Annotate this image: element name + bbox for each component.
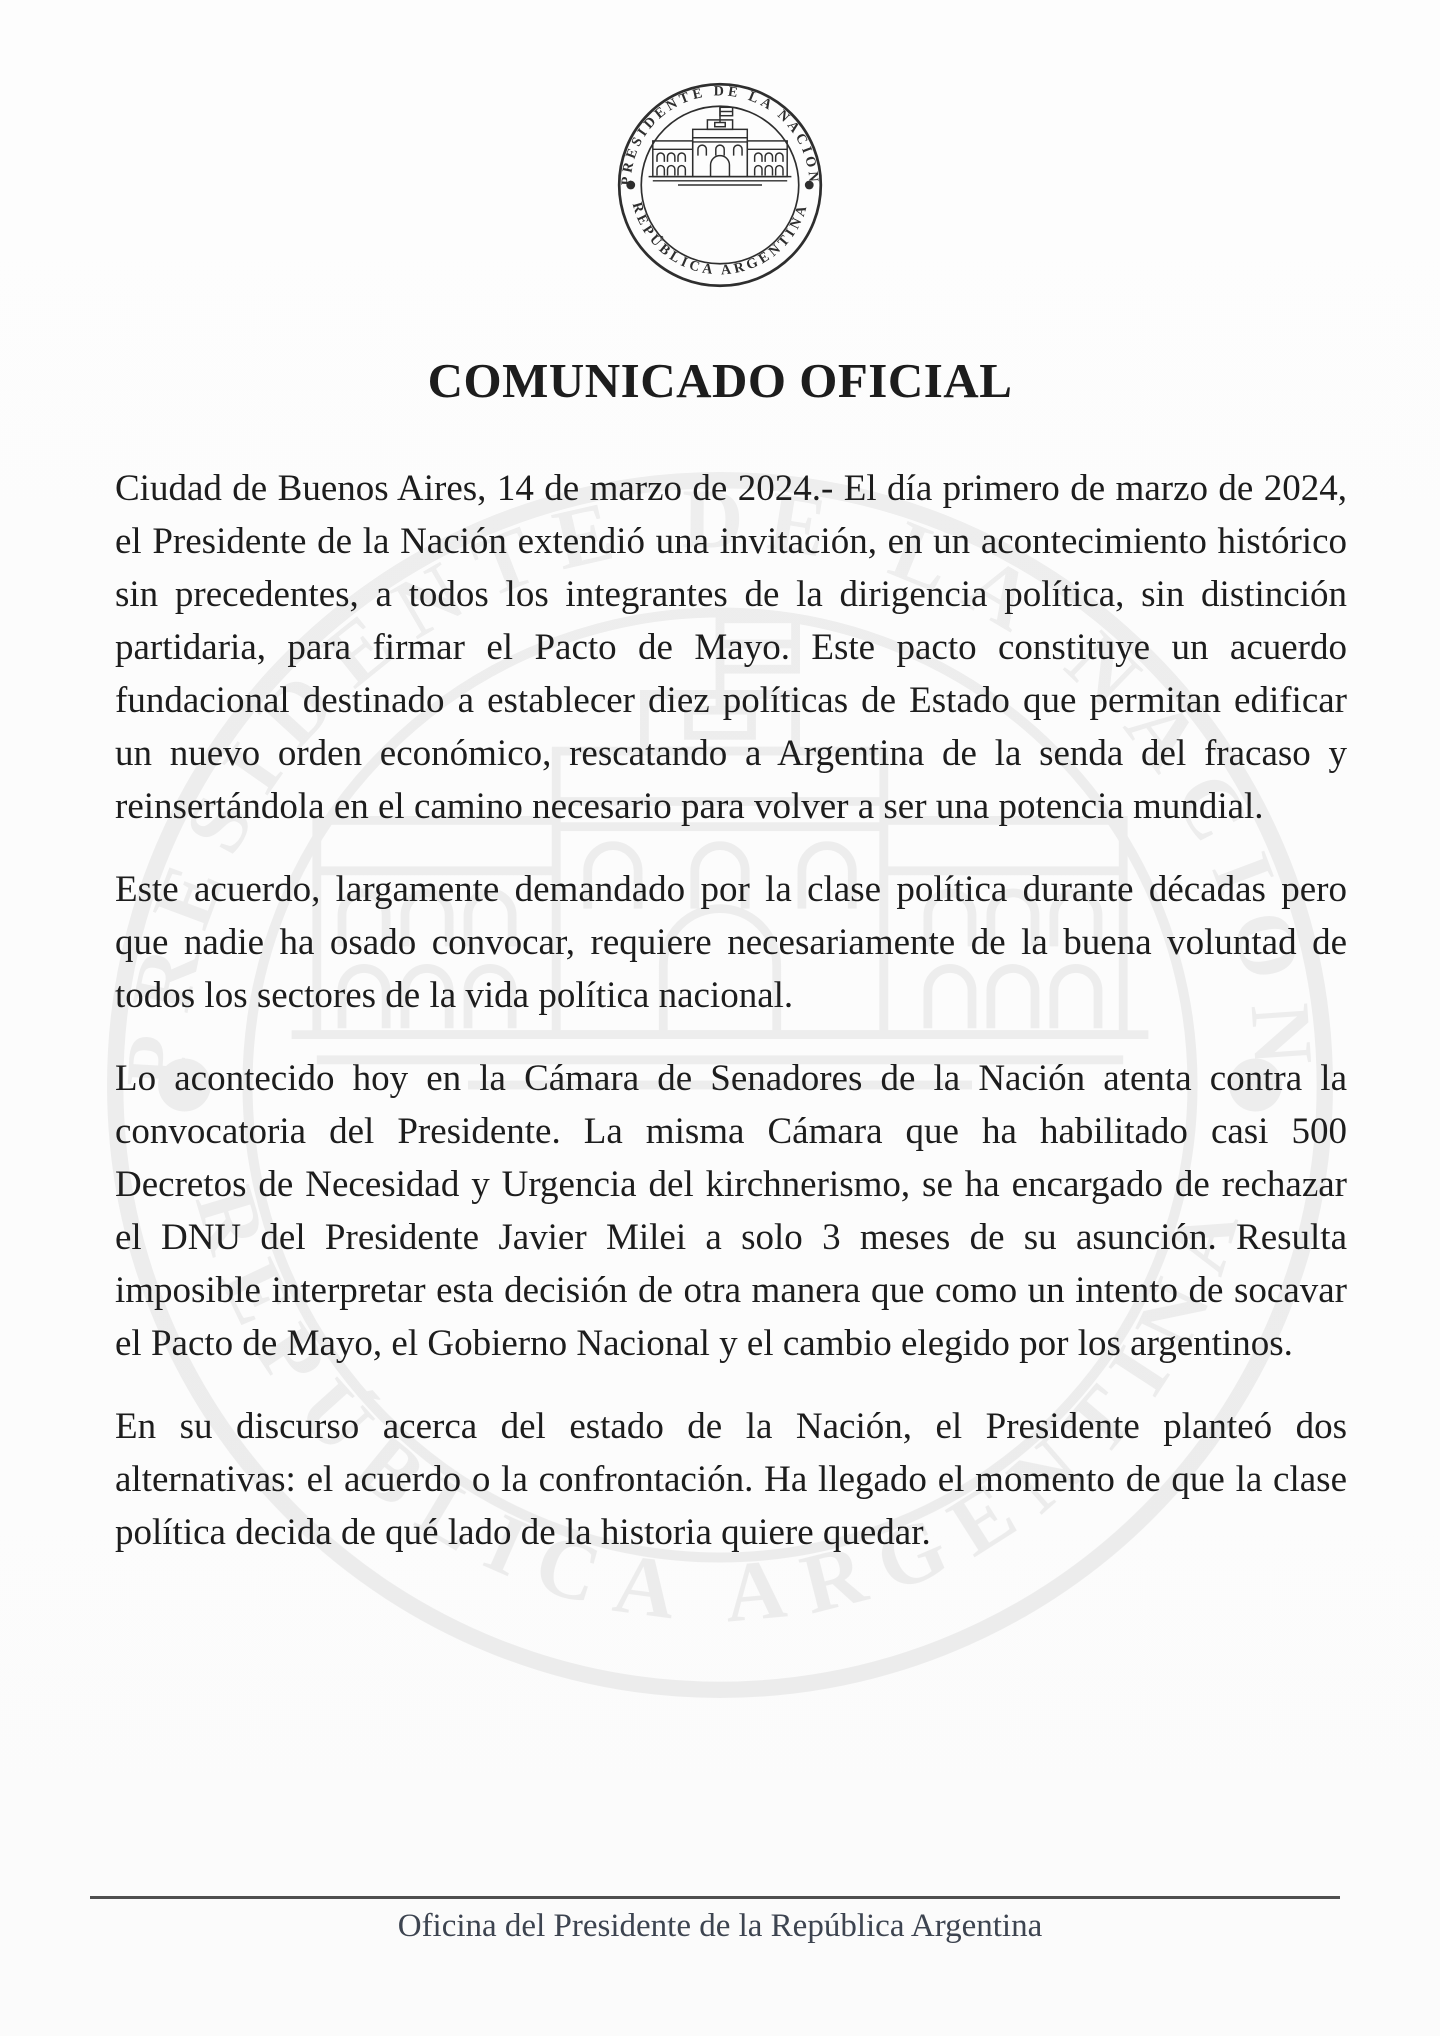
paragraph-2: Este acuerdo, largamente demandado por la clase política durante décadas pero que nadie ha osado convocar, requiere necesariamente de la buena voluntad de todos los sectores de la vida política nacional. [115,869,1347,1016]
document-body [115,462,1347,1589]
paragraph-3: Lo acontecido hoy en la Cámara de Senadores de la Nación atenta contra la convocatoria del Presidente. La misma Cámara que ha habilitado casi 500 Decretos de Necesidad y Urgencia del kirchnerismo, se ha encargado de rechazar el DNU del Presidente Javier Milei a solo 3 meses de su asunción. Resulta imposible interpretar esta decisión de otra manera que como un intento de socavar el Pacto de Mayo, el Gobierno Nacional y el cambio elegido por los argentinos. [115,1058,1347,1364]
presidential-seal-logo [615,80,825,290]
footer-office-name: Oficina del Presidente de la República Argentina [397,1908,1043,1944]
paragraph-1: Ciudad de Buenos Aires, 14 de marzo de 2024.- El día primero de marzo de 2024, el Presidente de la Nación extendió una invitación, en un acontecimiento histórico sin precedentes, a todos los integrantes de la dirigencia política, sin distinción partidaria, para firmar el Pacto de Mayo. Este pacto constituye un acuerdo fundacional destinado a establecer diez políticas de Estado que permitan edificar un nuevo orden económico, rescatando a Argentina de la senda del fracaso y reinsertándola en el camino necesario para volver a ser una potencia mundial. [115,468,1347,827]
footer-divider [90,1896,1340,1899]
paragraph-4: En su discurso acerca del estado de la Nación, el Presidente planteó dos alternativas: el acuerdo o la confrontación. Ha llegado el momento de que la clase política decida de qué lado de la historia quiere quedar. [115,1406,1347,1553]
document-title: COMUNICADO OFICIAL [427,353,1013,408]
